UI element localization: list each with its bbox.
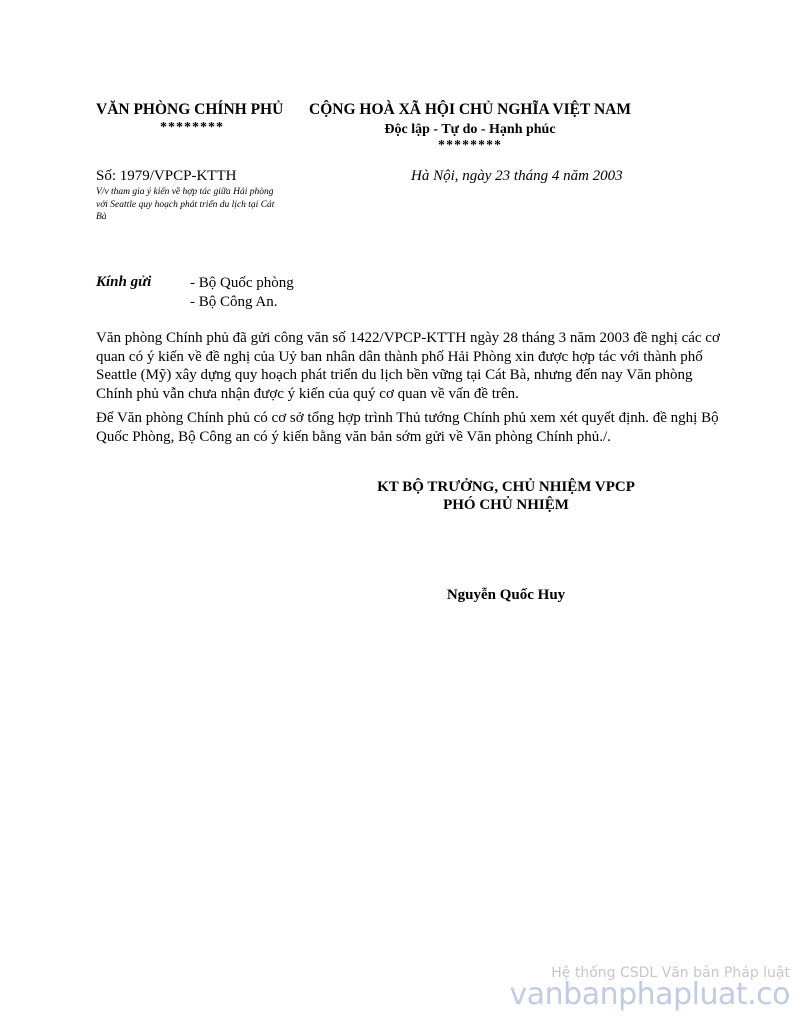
nation-motto: Độc lập - Tự do - Hạnh phúc <box>384 122 556 137</box>
document-number: Số: 1979/VPCP-KTTH <box>96 168 237 184</box>
issuing-agency-name: VĂN PHÒNG CHÍNH PHỦ <box>96 101 284 118</box>
watermark-caption: Hệ thống CSDL Văn bản Pháp luật <box>551 965 790 981</box>
signature-title-line: KT BỘ TRƯỞNG, CHỦ NHIỆM VPCP <box>377 479 635 495</box>
signature-title-block <box>340 478 672 514</box>
nation-separator: ******** <box>438 138 502 153</box>
body-paragraph: Để Văn phòng Chính phủ có cơ sở tổng hợp trình Thủ tướng Chính phủ xem xét quyết định. đề nghị Bộ Quốc Phòng, Bộ Công an có ý kiến bằng văn bản sớm gửi về Văn phòng Chính phủ./. <box>96 410 719 445</box>
national-motto-block <box>306 101 634 154</box>
recipient-label: Kính gửi <box>96 274 152 290</box>
recipient-item: - Bộ Công An. <box>190 294 278 310</box>
document-body <box>96 329 726 452</box>
recipient-list <box>190 274 294 312</box>
signer-name: Nguyễn Quốc Huy <box>446 587 566 603</box>
signature-title-line: PHÓ CHỦ NHIỆM <box>443 497 569 513</box>
recipient-item: - Bộ Quốc phòng <box>190 275 294 291</box>
document-date: Hà Nội, ngày 23 tháng 4 năm 2003 <box>411 168 623 184</box>
issuing-agency-separator: ******** <box>160 120 224 135</box>
body-paragraph: Văn phòng Chính phủ đã gửi công văn số 1422/VPCP-KTTH ngày 28 tháng 3 năm 2003 đề nghị các cơ quan có ý kiến về đề nghị của Uỷ ban nhân dân thành phố Hải Phòng xin được hợp tác với thành phố Seattle (Mỹ) xây dựng quy hoạch phát triển du lịch bền vững tại Cát Bà, nhưng đến nay Văn phòng Chính phủ vẫn chưa nhận được ý kiến của quý cơ quan về vấn đề trên. <box>96 330 720 402</box>
nation-title: CỘNG HOÀ XÃ HỘI CHỦ NGHĨA VIỆT NAM <box>309 101 631 118</box>
document-subject: V/v tham gia ý kiến về hợp tác giữa Hải phòng với Seattle quy hoạch phát triển du lịch tại Cát Bà <box>96 187 275 222</box>
watermark-site: vanbanphapluat.co <box>509 977 790 1012</box>
